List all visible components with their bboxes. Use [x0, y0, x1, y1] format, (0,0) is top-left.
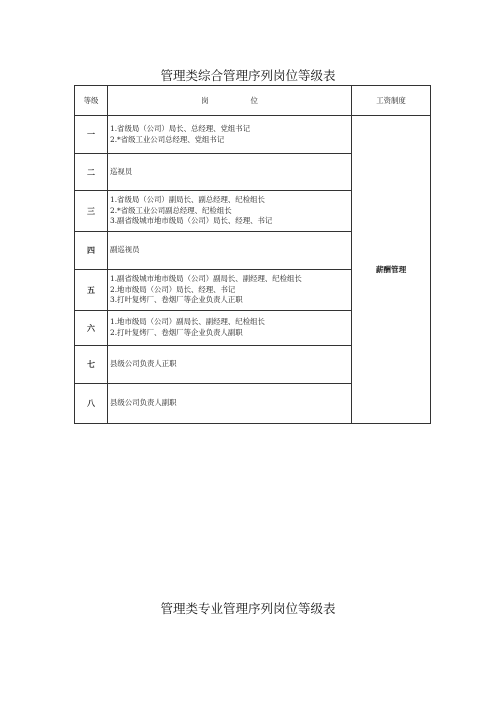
level-cell: 二: [75, 154, 108, 191]
level-cell: 八: [75, 384, 108, 424]
position-line: 1.省级局（公司）局长、总经理、党组书记: [110, 123, 251, 133]
position-cell: [108, 191, 352, 232]
position-grade-table: [74, 85, 431, 424]
position-line: 1.地市级局（公司）副局长、副经理、纪检组长: [110, 317, 265, 327]
position-cell: [108, 154, 352, 191]
position-cell: [108, 384, 352, 424]
table-header-row: [75, 86, 431, 116]
level-cell: 四: [75, 232, 108, 270]
wage-system-cell: 薪酬管理: [352, 116, 431, 424]
level-cell: 六: [75, 311, 108, 346]
header-level: 等级: [75, 86, 108, 116]
level-cell: 五: [75, 270, 108, 311]
position-cell: [108, 311, 352, 346]
position-line: 巡视员: [110, 166, 133, 176]
header-position-b: 位: [250, 96, 258, 105]
position-cell: [108, 232, 352, 270]
position-line: 县级公司负责人副职: [110, 398, 177, 408]
level-cell: 七: [75, 346, 108, 384]
position-line: 1.省级局（公司）副局长、副总经理、纪检组长: [110, 194, 265, 204]
position-line: 3.副省级城市地市级局（公司）局长、经理、书记: [110, 216, 273, 226]
position-line: 2.地市级局（公司）局长、经理、书记: [110, 284, 236, 294]
level-cell: 三: [75, 191, 108, 232]
position-line: 2.*省级工业公司副总经理、纪检组长: [110, 205, 232, 215]
position-cell: [108, 116, 352, 154]
position-line: 县级公司负责人正职: [110, 359, 177, 369]
header-position-a: 岗: [201, 96, 209, 105]
position-line: 1.副省级城市地市级局（公司）副局长、副经理、纪检组长: [110, 273, 302, 283]
level-cell: 一: [75, 116, 108, 154]
position-line: 2.*省级工业公司总经理、党组书记: [110, 134, 225, 144]
position-line: 3.打叶复烤厂、卷烟厂等企业负责人正职: [110, 295, 243, 305]
position-cell: [108, 270, 352, 311]
position-cell: [108, 346, 352, 384]
position-line: 2.打叶复烤厂、卷烟厂等企业负责人副职: [110, 328, 243, 337]
header-wage-system: 工资制度: [352, 86, 431, 116]
table-row: [75, 116, 431, 154]
header-position: [108, 86, 352, 116]
position-line: 副巡视员: [110, 245, 140, 255]
section-title: 管理类专业管理序列岗位等级表: [160, 601, 336, 616]
page-title: 管理类综合管理序列岗位等级表: [160, 68, 336, 83]
